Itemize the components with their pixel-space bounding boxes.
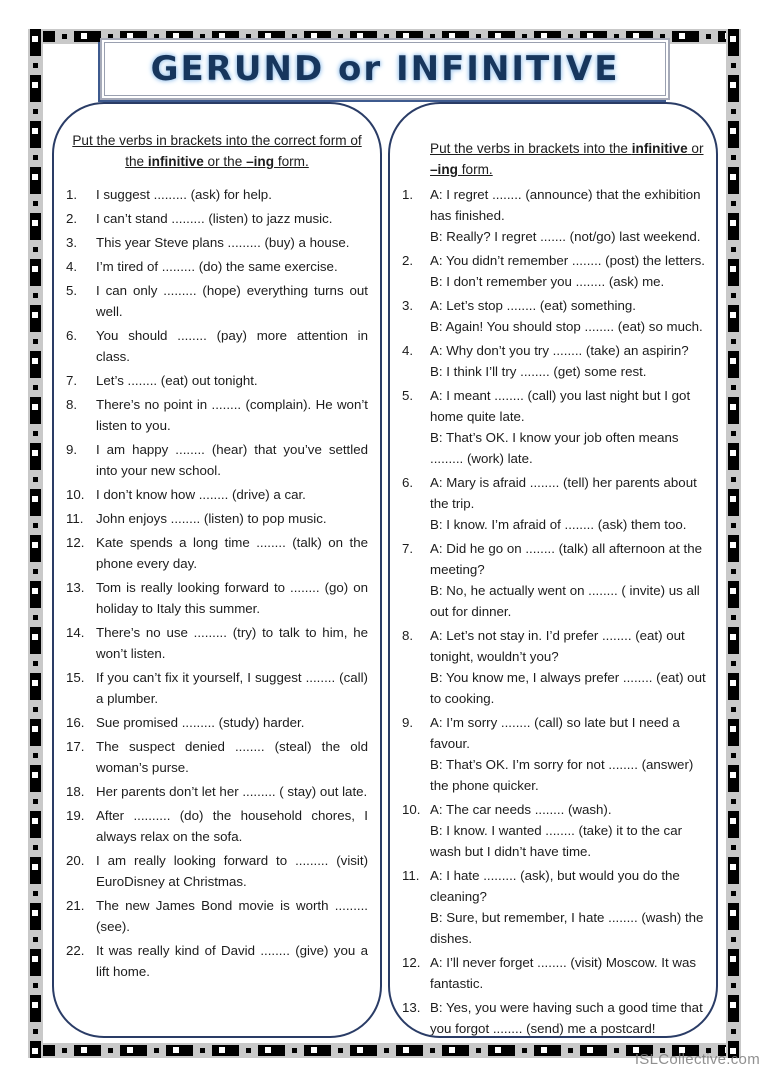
exercise-list-right	[402, 184, 706, 1038]
item-number: 18.	[66, 784, 85, 799]
dialogue-lines	[430, 799, 706, 862]
exercise-item	[402, 472, 706, 535]
exercise-item	[66, 781, 368, 802]
item-number: 8.	[402, 628, 414, 643]
item-number: 16.	[66, 715, 85, 730]
dialogue-lines	[430, 385, 706, 469]
dialogue-line: B: That’s OK. I’m sorry for not ........ (answer) the phone quicker.	[430, 757, 694, 793]
dialogue-line: A: I hate ......... (ask), but would you do the cleaning?	[430, 868, 680, 904]
exercise-panel-left	[52, 102, 382, 1038]
item-text: Sue promised ......... (study) harder.	[96, 715, 305, 730]
item-number: 14.	[66, 625, 85, 640]
exercise-item	[66, 667, 368, 709]
item-text: There’s no point in ........ (complain). He won’t listen to you.	[96, 397, 368, 433]
dialogue-line: B: I think I’ll try ........ (get) some rest.	[430, 364, 647, 379]
instructions-left-bold-infinitive: infinitive	[147, 154, 204, 169]
exercise-item	[402, 340, 706, 382]
dialogue-line: B: I don’t remember you ........ (ask) me.	[430, 274, 665, 289]
item-number: 2.	[402, 253, 414, 268]
item-number: 6.	[402, 475, 414, 490]
item-text: This year Steve plans ......... (buy) a house.	[96, 235, 350, 250]
watermark: ISLCollective.com	[634, 1051, 760, 1068]
dialogue-line: A: The car needs ........ (wash).	[430, 802, 612, 817]
item-text: I am happy ........ (hear) that you’ve settled into your new school.	[96, 442, 368, 478]
item-number: 10.	[66, 487, 85, 502]
dialogue-line: A: Let’s stop ........ (eat) something.	[430, 298, 636, 313]
dialogue-line: B: Yes, you were having such a good time that you forgot ........ (send) me a postcard!	[430, 1000, 703, 1036]
item-number: 7.	[402, 541, 414, 556]
item-text: I can only ......... (hope) everything turns out well.	[96, 283, 368, 319]
item-number: 3.	[402, 298, 414, 313]
dialogue-line: A: I regret ........ (announce) that the exhibition has finished.	[430, 187, 701, 223]
dialogue-lines	[430, 340, 706, 382]
dialogue-line: A: Let’s not stay in. I’d prefer ........ (eat) out tonight, wouldn’t you?	[430, 628, 685, 664]
item-text: Her parents don’t let her ......... ( stay) out late.	[96, 784, 368, 799]
exercise-item	[402, 385, 706, 469]
item-number: 13.	[66, 580, 85, 595]
dialogue-lines	[430, 184, 706, 247]
dialogue-lines	[430, 250, 706, 292]
exercise-item	[66, 184, 368, 205]
item-number: 19.	[66, 808, 85, 823]
item-number: 5.	[402, 388, 414, 403]
item-number: 11.	[402, 868, 420, 883]
item-number: 22.	[66, 943, 85, 958]
exercise-item	[66, 484, 368, 505]
item-text: Let’s ........ (eat) out tonight.	[96, 373, 258, 388]
exercise-item	[402, 295, 706, 337]
exercise-item	[402, 952, 706, 994]
dialogue-line: B: I know. I wanted ........ (take) it to the car wash but I didn’t have time.	[430, 823, 683, 859]
exercise-item	[402, 865, 706, 949]
instructions-left-bold-ing: –ing	[246, 154, 275, 169]
item-number: 4.	[402, 343, 414, 358]
item-number: 5.	[66, 283, 78, 298]
exercise-item	[66, 439, 368, 481]
dialogue-lines	[430, 712, 706, 796]
exercise-item	[66, 508, 368, 529]
dialogue-line: A: You didn’t remember ........ (post) the letters.	[430, 253, 705, 268]
title-box	[100, 38, 670, 100]
item-number: 9.	[66, 442, 78, 457]
instructions-right	[430, 138, 706, 180]
item-text: I’m tired of ......... (do) the same exercise.	[96, 259, 338, 274]
exercise-item	[66, 325, 368, 367]
exercise-item	[66, 577, 368, 619]
dialogue-line: A: I’ll never forget ........ (visit) Moscow. It was fantastic.	[430, 955, 697, 991]
item-number: 6.	[66, 328, 78, 343]
exercise-item	[66, 712, 368, 733]
instructions-left-pre: Put the verbs in brackets into the correct form of the	[72, 133, 362, 169]
exercise-item	[66, 805, 368, 847]
instructions-right-bold-ing: –ing	[430, 162, 458, 177]
item-text: You should ........ (pay) more attention in class.	[96, 328, 368, 364]
item-number: 17.	[66, 739, 85, 754]
item-text: I suggest ......... (ask) for help.	[96, 187, 272, 202]
dialogue-line: A: Why don’t you try ........ (take) an aspirin?	[430, 343, 689, 358]
dialogue-line: A: I’m sorry ........ (call) so late but I need a favour.	[430, 715, 680, 751]
item-number: 9.	[402, 715, 414, 730]
dialogue-lines	[430, 472, 706, 535]
exercise-item	[66, 622, 368, 664]
exercise-item	[66, 280, 368, 322]
exercise-item	[402, 625, 706, 709]
item-text: Tom is really looking forward to ........ (go) on holiday to Italy this summer.	[96, 580, 368, 616]
item-number: 15.	[66, 670, 85, 685]
dialogue-line: B: That’s OK. I know your job often means ......... (work) late.	[430, 430, 679, 466]
dialogue-lines	[430, 865, 706, 949]
exercise-item	[66, 736, 368, 778]
item-number: 12.	[66, 535, 85, 550]
item-number: 21.	[66, 898, 85, 913]
dialogue-line: A: Did he go on ........ (talk) all afternoon at the meeting?	[430, 541, 702, 577]
dialogue-lines	[430, 997, 706, 1038]
dialogue-line: B: You know me, I always prefer ........ (eat) out to cooking.	[430, 670, 706, 706]
exercise-item	[66, 232, 368, 253]
instructions-right-bold-infinitive: infinitive	[631, 141, 688, 156]
dialogue-line: B: Really? I regret ....... (not/go) last weekend.	[430, 229, 701, 244]
exercise-item	[402, 997, 706, 1038]
exercise-item	[66, 532, 368, 574]
item-number: 1.	[66, 187, 78, 202]
exercise-item	[402, 184, 706, 247]
dialogue-lines	[430, 625, 706, 709]
item-number: 7.	[66, 373, 78, 388]
item-number: 1.	[402, 187, 414, 202]
dialogue-lines	[430, 538, 706, 622]
item-number: 12.	[402, 955, 421, 970]
item-text: I am really looking forward to ......... (visit) EuroDisney at Christmas.	[96, 853, 368, 889]
dialogue-line: A: Mary is afraid ........ (tell) her parents about the trip.	[430, 475, 697, 511]
exercise-item	[402, 250, 706, 292]
item-number: 13.	[402, 1000, 421, 1015]
instructions-right-post: form.	[457, 162, 493, 177]
item-number: 8.	[66, 397, 78, 412]
instructions-right-mid: or	[687, 141, 704, 156]
item-text: I don’t know how ........ (drive) a car.	[96, 487, 306, 502]
instructions-left	[66, 130, 368, 172]
exercise-item	[66, 940, 368, 982]
exercise-item	[66, 370, 368, 391]
instructions-right-pre: Put the verbs in brackets into the	[430, 141, 632, 156]
exercise-item	[66, 895, 368, 937]
item-text: The suspect denied ........ (steal) the old woman’s purse.	[96, 739, 368, 775]
item-text: If you can’t fix it yourself, I suggest ........ (call) a plumber.	[96, 670, 368, 706]
item-text: After .......... (do) the household chores, I always relax on the sofa.	[96, 808, 368, 844]
instructions-left-mid: or the	[203, 154, 247, 169]
item-number: 10.	[402, 802, 421, 817]
exercise-item	[66, 256, 368, 277]
item-number: 3.	[66, 235, 78, 250]
border-left-decoration	[28, 29, 43, 1058]
exercise-item	[66, 850, 368, 892]
exercise-item	[402, 712, 706, 796]
dialogue-line: B: I know. I’m afraid of ........ (ask) them too.	[430, 517, 687, 532]
item-text: Kate spends a long time ........ (talk) on the phone every day.	[96, 535, 368, 571]
dialogue-line: B: Again! You should stop ........ (eat) so much.	[430, 319, 703, 334]
border-right-decoration	[726, 29, 741, 1058]
item-text: There’s no use ......... (try) to talk to him, he won’t listen.	[96, 625, 368, 661]
item-number: 20.	[66, 853, 85, 868]
item-text: John enjoys ........ (listen) to pop music.	[96, 511, 327, 526]
item-number: 4.	[66, 259, 78, 274]
exercise-list-left	[66, 184, 368, 982]
item-text: It was really kind of David ........ (give) you a lift home.	[96, 943, 368, 979]
exercise-item	[402, 799, 706, 862]
instructions-left-post: form.	[274, 154, 309, 169]
dialogue-line: A: I meant ........ (call) you last night but I got home quite late.	[430, 388, 691, 424]
item-text: The new James Bond movie is worth ......... (see).	[96, 898, 368, 934]
exercise-item	[402, 538, 706, 622]
dialogue-line: B: No, he actually went on ........ ( invite) us all out for dinner.	[430, 583, 700, 619]
dialogue-lines	[430, 952, 706, 994]
dialogue-lines	[430, 295, 706, 337]
exercise-panel-right	[388, 102, 718, 1038]
item-number: 11.	[66, 511, 84, 526]
dialogue-line: B: Sure, but remember, I hate ........ (wash) the dishes.	[430, 910, 704, 946]
exercise-item	[66, 208, 368, 229]
page-title: GERUND or INFINITIVE	[150, 49, 620, 89]
exercise-item	[66, 394, 368, 436]
item-text: I can’t stand ......... (listen) to jazz music.	[96, 211, 333, 226]
item-number: 2.	[66, 211, 78, 226]
